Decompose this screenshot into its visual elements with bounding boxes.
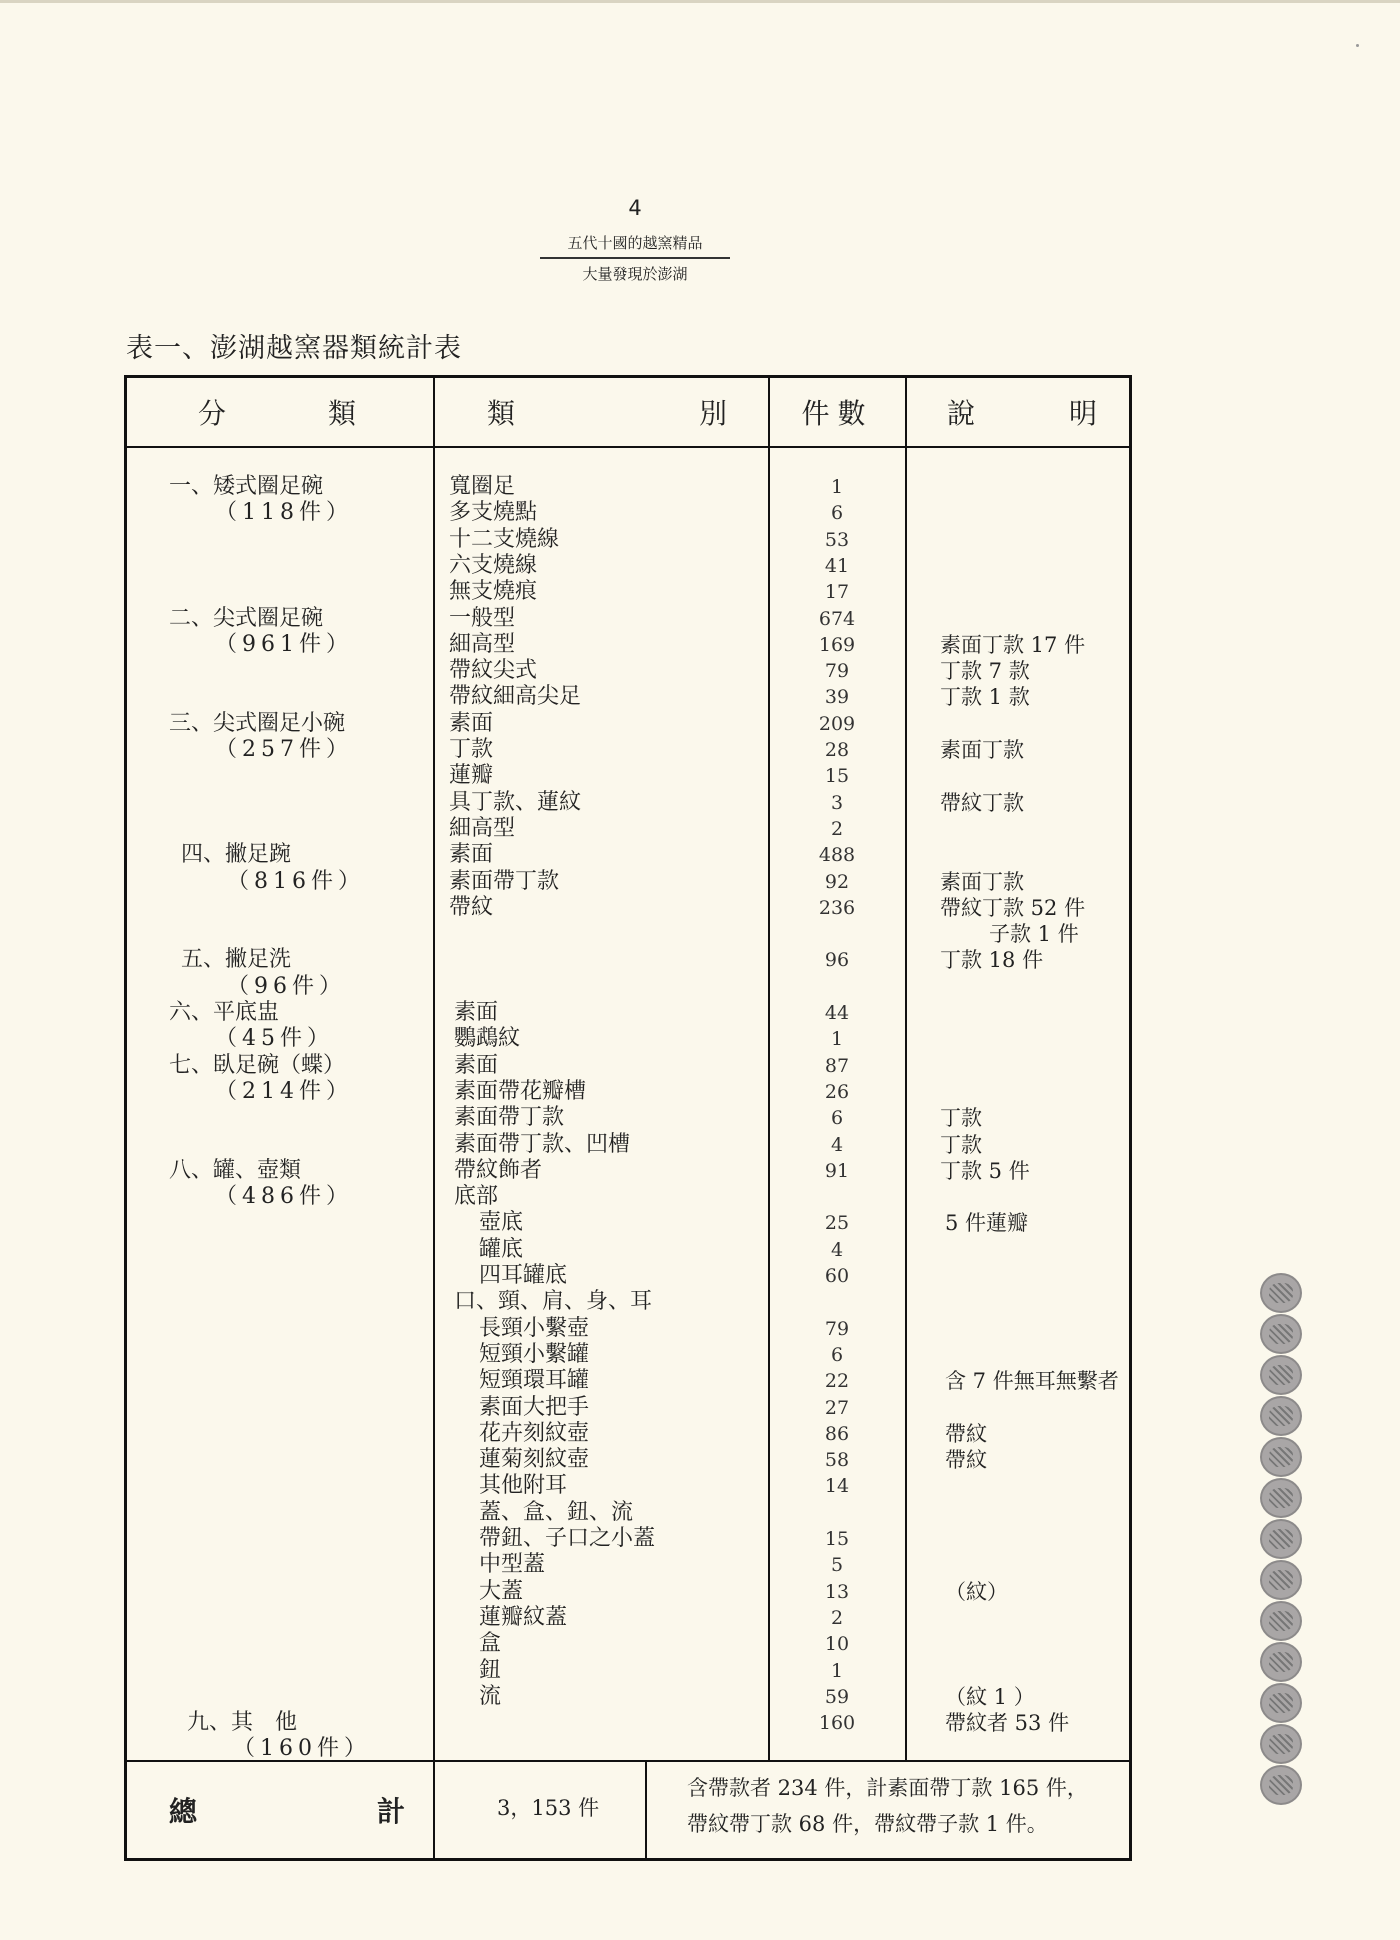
type-label: 鈕: [479, 1657, 502, 1683]
category-name: 四、撇足踠: [181, 842, 292, 868]
category-name: 三、尖式圈足小碗: [169, 710, 346, 736]
type-label: 素面大把手: [479, 1394, 590, 1420]
count-value: 1: [830, 476, 844, 498]
header-char: 分: [197, 397, 226, 430]
type-label: 盒: [479, 1631, 502, 1657]
count-value: 91: [824, 1159, 850, 1182]
count-value: 79: [824, 660, 850, 683]
count-value: 6: [830, 1107, 844, 1130]
count-value: 79: [824, 1317, 850, 1340]
type-label: 無支燒痕: [449, 579, 538, 605]
note-text: 丁款 7 款: [940, 659, 1030, 684]
type-label: 素面: [454, 1000, 499, 1025]
count-value: 4: [830, 1133, 844, 1156]
category-count: （486件）: [215, 1184, 353, 1210]
type-label: 鸚鵡紋: [454, 1026, 521, 1052]
type-label: 大蓋: [479, 1578, 524, 1604]
type-label: 帶紋細高尖足: [449, 684, 582, 710]
seal-stamp: [1260, 1560, 1302, 1600]
type-label: 短頸環耳罐: [479, 1368, 590, 1394]
type-label: 一般型: [449, 605, 516, 631]
category-count: （816件）: [227, 868, 365, 894]
column-header-note: [917, 378, 1127, 446]
count-value: 6: [830, 502, 844, 525]
page-number: 4: [628, 196, 642, 220]
count-value: 27: [824, 1396, 850, 1419]
count-value: 15: [824, 1528, 850, 1550]
type-label: 帶紋飾者: [454, 1157, 543, 1183]
note-text: 丁款 18 件: [940, 948, 1044, 973]
total-label: 總: [169, 1795, 198, 1828]
header-char: 類: [487, 397, 516, 430]
count-value: 6: [830, 1343, 844, 1366]
table-title: 表一、澎湖越窯器類統計表: [126, 333, 462, 364]
note-text: 丁款 1 款: [940, 685, 1030, 710]
type-label: 其他附耳: [479, 1473, 568, 1499]
count-value: 26: [824, 1080, 850, 1103]
note-text: 子款 1 件: [989, 922, 1079, 947]
type-label: 帶紋尖式: [449, 658, 538, 684]
count-value: 22: [824, 1370, 850, 1393]
total-note-line: 帶紋帶丁款 68 件，帶紋帶子款 1 件。: [687, 1812, 1048, 1836]
note-text: 丁款 5 件: [940, 1158, 1030, 1183]
column-divider: [433, 378, 435, 1858]
count-value: 236: [818, 896, 856, 919]
type-label: 素面帶花瓣槽: [454, 1078, 587, 1104]
seal-stamp: [1260, 1724, 1302, 1764]
header-char: 說: [947, 397, 976, 430]
seal-stamp-column: [1260, 1273, 1302, 1806]
header-char: 別: [698, 397, 727, 430]
type-label: 素面: [449, 842, 494, 868]
seal-stamp: [1260, 1273, 1302, 1313]
type-label: 壺底: [479, 1210, 524, 1236]
category-name: 七、臥足碗（蝶）: [169, 1052, 346, 1078]
count-value: 58: [824, 1449, 850, 1472]
type-label: 素面: [449, 710, 494, 736]
note-text: （紋 1 ）: [945, 1684, 1035, 1709]
count-value: 96: [824, 949, 850, 972]
total-note-line: 含帶款者 234 件，計素面帶丁款 165 件，: [687, 1776, 1088, 1800]
count-value: 488: [818, 844, 856, 867]
type-label: 丁款: [449, 737, 494, 762]
count-value: 4: [830, 1238, 844, 1261]
seal-stamp: [1260, 1437, 1302, 1477]
category-count: （118件）: [215, 500, 353, 526]
total-label: 計: [377, 1795, 406, 1828]
seal-stamp: [1260, 1478, 1302, 1518]
type-label: 四耳罐底: [479, 1263, 568, 1288]
category-count: （45件）: [215, 1026, 334, 1052]
category-name: 八、罐、壺類: [169, 1157, 302, 1183]
count-value: 14: [824, 1475, 850, 1498]
column-header-category: [147, 378, 407, 446]
category-name: 一、矮式圈足碗: [169, 474, 324, 499]
type-label: 寬圈足: [449, 474, 516, 499]
count-value: 39: [824, 686, 850, 709]
seal-stamp: [1260, 1396, 1302, 1436]
column-divider: [905, 378, 907, 1760]
type-label: 六支燒線: [449, 552, 538, 578]
seal-stamp: [1260, 1314, 1302, 1354]
type-label: 素面帶丁款、凹槽: [454, 1131, 631, 1157]
type-label: 花卉刻紋壺: [479, 1420, 590, 1446]
count-value: 2: [830, 1606, 844, 1629]
series-subtitle: 大量發現於澎湖: [582, 265, 688, 283]
header-text: 件數: [801, 397, 874, 430]
type-label: 蓋、盒、鈕、流: [479, 1499, 634, 1525]
note-text: 丁款: [940, 1132, 982, 1157]
category-count: （96件）: [227, 973, 346, 999]
series-title: 五代十國的越窯精品: [540, 232, 730, 259]
type-label: 中型蓋: [479, 1552, 546, 1578]
note-text: 5 件蓮瓣: [945, 1211, 1029, 1236]
note-text: 丁款: [940, 1106, 982, 1131]
note-text: 帶紋丁款 52 件: [940, 895, 1086, 920]
type-label: 流: [479, 1683, 502, 1709]
category-name: 五、撇足洗: [181, 947, 292, 973]
type-label: 十二支燒線: [449, 526, 560, 552]
column-header-type: [457, 378, 757, 446]
type-label: 罐底: [479, 1236, 524, 1262]
note-text: （紋）: [945, 1579, 1008, 1604]
header-char: 類: [327, 397, 356, 430]
seal-stamp: [1260, 1601, 1302, 1641]
category-name: 九、其 他: [187, 1710, 298, 1736]
count-value: 87: [824, 1054, 850, 1077]
category-count: （961件）: [215, 631, 353, 657]
note-text: 帶紋丁款: [940, 790, 1024, 815]
column-divider: [768, 378, 770, 1760]
count-value: 25: [824, 1212, 850, 1235]
count-value: 44: [824, 1002, 850, 1024]
note-text: 含 7 件無耳無繫者: [945, 1369, 1119, 1394]
statistics-table: [124, 375, 1132, 1861]
category-count: （160件）: [233, 1736, 371, 1762]
note-text: 帶紋: [945, 1448, 987, 1473]
note-text: 素面丁款: [940, 869, 1024, 894]
count-value: 15: [824, 765, 850, 788]
page-edge: [0, 0, 1400, 3]
note-text: 帶紋者 53 件: [945, 1711, 1070, 1736]
type-label: 素面帶丁款: [449, 868, 560, 894]
type-label: 具丁款、蓮紋: [449, 789, 582, 815]
column-header-count: [770, 378, 905, 446]
seal-stamp: [1260, 1642, 1302, 1682]
category-name: 二、尖式圈足碗: [169, 605, 324, 631]
category-name: 六、平底盅: [169, 1000, 280, 1025]
count-value: 209: [818, 712, 856, 735]
count-value: 13: [824, 1580, 850, 1603]
type-label: 帶紋: [449, 894, 494, 920]
count-value: 1: [830, 1659, 844, 1682]
count-value: 53: [824, 528, 850, 551]
seal-stamp: [1260, 1765, 1302, 1805]
type-label: 蓮瓣: [449, 763, 494, 789]
count-value: 674: [818, 607, 856, 630]
category-count: （214件）: [215, 1078, 353, 1104]
count-value: 92: [824, 870, 850, 893]
type-label: 素面帶丁款: [454, 1105, 565, 1131]
count-value: 17: [824, 581, 850, 604]
count-value: 160: [818, 1712, 856, 1735]
note-text: 素面丁款: [940, 738, 1024, 762]
running-header: [540, 196, 730, 284]
count-value: 41: [824, 554, 850, 577]
type-label: 多支燒點: [449, 500, 538, 526]
seal-stamp: [1260, 1683, 1302, 1723]
seal-stamp: [1260, 1355, 1302, 1395]
count-value: 86: [824, 1422, 850, 1445]
seal-stamp: [1260, 1519, 1302, 1559]
count-value: 1: [830, 1028, 844, 1051]
type-label: 蓮菊刻紋壺: [479, 1447, 590, 1473]
total-note: [687, 1770, 1088, 1842]
note-text: 帶紋: [945, 1421, 987, 1446]
count-value: 10: [824, 1633, 850, 1656]
count-value: 28: [824, 739, 850, 761]
type-label: 底部: [454, 1184, 499, 1210]
count-value: 59: [824, 1685, 850, 1708]
type-label: 細高型: [449, 815, 516, 841]
count-value: 169: [818, 633, 856, 656]
type-label: 短頸小繫罐: [479, 1341, 590, 1367]
paper-speck: [1356, 44, 1359, 47]
header-rule: [127, 446, 1129, 448]
total-value: 3，153 件: [497, 1796, 600, 1820]
type-label: 帶鈕、子口之小蓋: [479, 1526, 656, 1551]
count-value: 2: [830, 817, 844, 840]
count-value: 5: [830, 1554, 844, 1577]
category-count: （257件）: [215, 737, 353, 762]
column-divider: [645, 1760, 647, 1858]
type-label: 蓮瓣紋蓋: [479, 1604, 568, 1630]
type-label: 口、頸、肩、身、耳: [454, 1289, 653, 1315]
count-value: 60: [824, 1265, 850, 1287]
header-char: 明: [1068, 397, 1097, 430]
type-label: 細高型: [449, 631, 516, 657]
type-label: 長頸小繫壺: [479, 1315, 590, 1341]
count-value: 3: [830, 791, 844, 814]
type-label: 素面: [454, 1052, 499, 1078]
note-text: 素面丁款 17 件: [940, 632, 1086, 657]
